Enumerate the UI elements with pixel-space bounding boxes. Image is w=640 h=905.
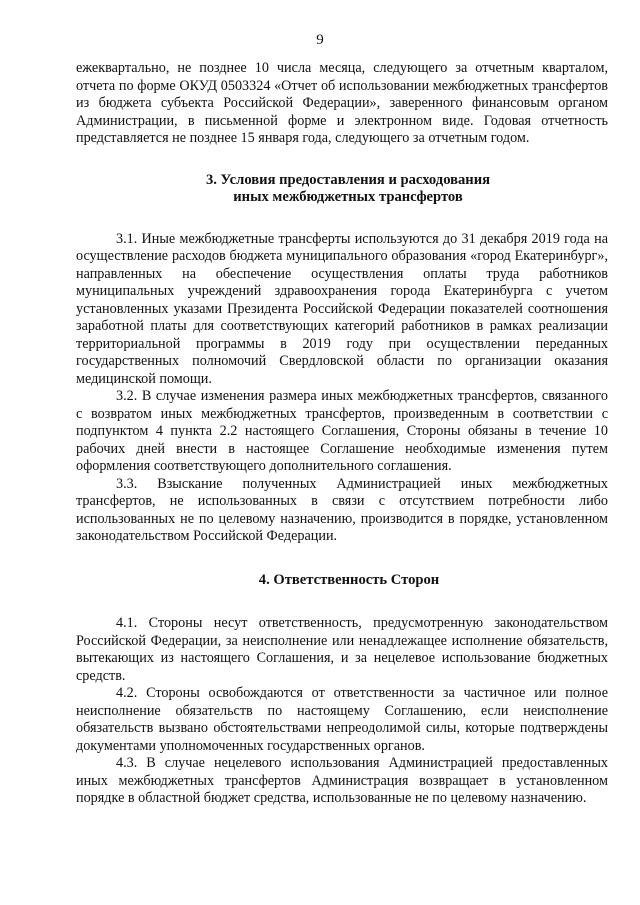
- clause-4-1: 4.1. Стороны несут ответственность, предусмотренную законодательством Российской Федерации, за неисполнение или ненадлежащее исполнение обязательств, вытекающих из настоящего Соглашения, и за нецелевое использование бюджетных средств.: [76, 615, 608, 684]
- clause-4-2: 4.2. Стороны освобождаются от ответственности за частичное или полное неисполнение обязательств по настоящему Соглашению, если неисполнение обязательств вызвано обстоятельствами непреодолимой силы, которые подтверждены документами уполномоченных государственных органов.: [76, 685, 608, 754]
- document-body: [76, 60, 608, 808]
- page-number: 9: [316, 32, 324, 48]
- clause-3-2: 3.2. В случае изменения размера иных межбюджетных трансфертов, связанного с возвратом иных межбюджетных трансфертов, произведенным в соответствии с подпунктом 4 пункта 2.2 настоящего Соглашения, Стороны обязаны в течение 10 рабочих дней внести в настоящее Соглашение необходимые изменения путем оформления соответствующего дополнительного соглашения.: [76, 388, 608, 474]
- intro-paragraph: ежеквартально, не позднее 10 числа месяца, следующего за отчетным кварталом, отчета по форме ОКУД 0503324 «Отчет об использовании межбюджетных трансфертов из бюджета субъекта Российской Федерации», заверенного финансовым органом Администрации, в письменной форме и электронном виде. Годовая отчетность представляется не позднее 15 января года, следующего за отчетным годом.: [76, 60, 608, 146]
- section-3-heading: [76, 172, 608, 207]
- clause-4-3: 4.3. В случае нецелевого использования Администрацией предоставленных иных межбюджетных трансфертов Администрация возвращает в установленном порядке в областной бюджет средства, использованные не по целевому назначению.: [76, 755, 608, 806]
- section-4-heading: [76, 572, 608, 590]
- clause-3-3: 3.3. Взыскание полученных Администрацией иных межбюджетных трансфертов, не использованных в связи с отсутствием потребности либо использованных не по целевому назначению, производится в порядке, установленном законодательством Российской Федерации.: [76, 475, 608, 544]
- section-3-heading-line-1: 3. Условия предоставления и расходования: [205, 171, 491, 188]
- clause-3-1: 3.1. Иные межбюджетные трансферты используются до 31 декабря 2019 года на осуществление расходов бюджета муниципального образования «город Екатеринбург», направленных на обеспечение осуществления оплаты труда работников муниципальных учреждений здравоохранения города Екатеринбурга с учетом установленных указами Президента Российской Федерации показателей соотношения заработной платы для соответствующих категорий работников в рамках реализации территориальной программы в 2019 году при осуществлении переданных государственных полномочий Свердловской области по организации оказания медицинской помощи.: [76, 230, 608, 387]
- section-3-heading-line-2: иных межбюджетных трансфертов: [233, 189, 463, 205]
- section-4-heading-text: 4. Ответственность Сторон: [258, 571, 440, 588]
